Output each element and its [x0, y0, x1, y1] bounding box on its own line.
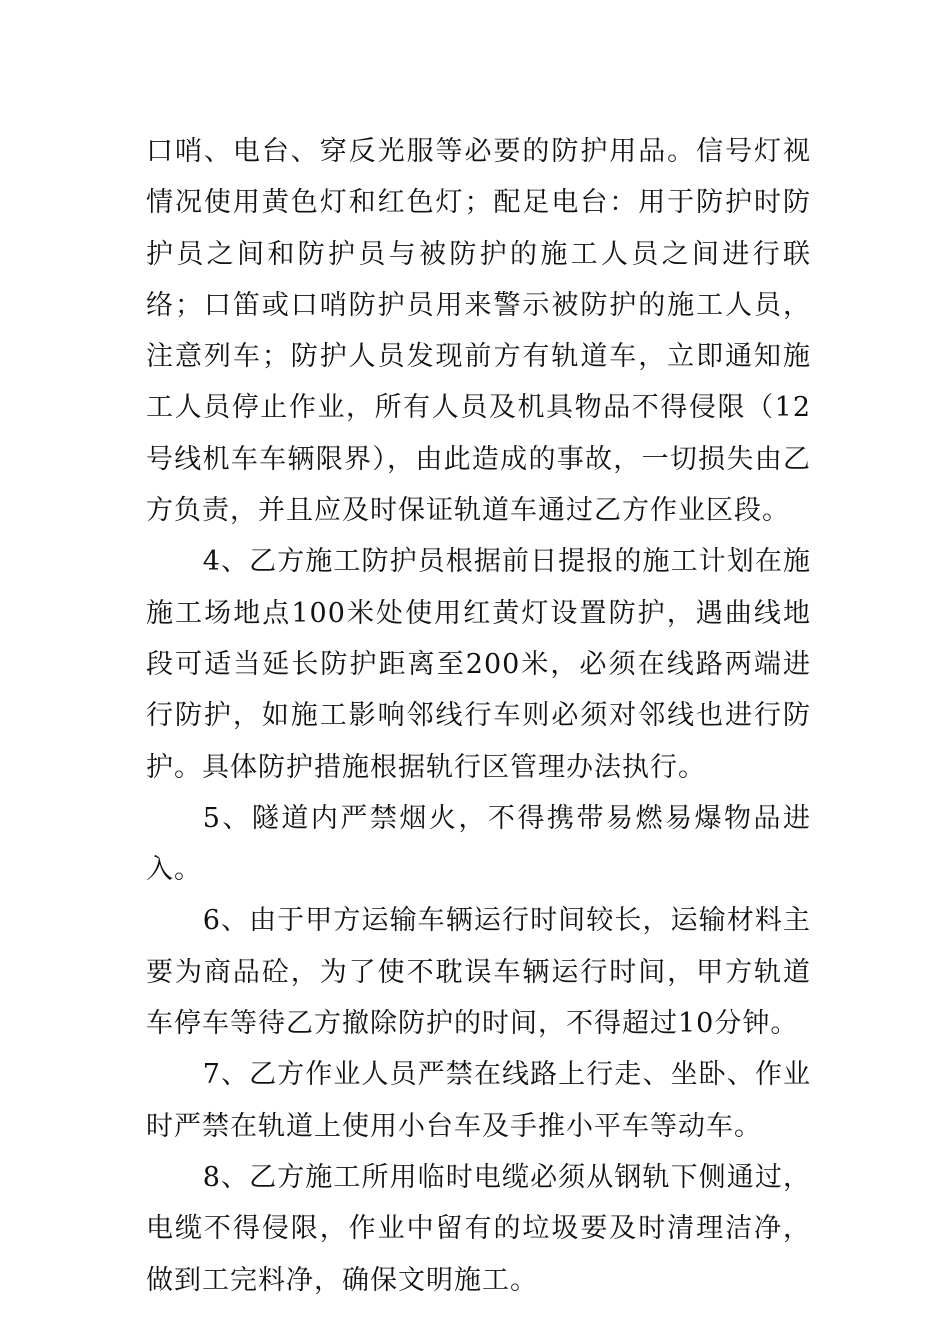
paragraph-item-7: 7、乙方作业人员严禁在线路上行走、坐卧、作业时严禁在轨道上使用小台车及手推小平车等动车。 [146, 1059, 811, 1142]
paragraph-item-8: 8、乙方施工所用临时电缆必须从钢轨下侧通过，电缆不得侵限，作业中留有的垃圾要及时清理洁净，做到工完料净，确保文明施工。 [146, 1161, 811, 1296]
paragraph-item-4: 4、乙方施工防护员根据前日提报的施工计划在施施工场地点100米处使用红黄灯设置防护，遇曲线地段可适当延长防护距离至200米，必须在线路两端进行防护，如施工影响邻线行车则必须对邻线也进行防护。具体防护措施根据轨行区管理办法执行。 [146, 546, 811, 783]
paragraph-item-5: 5、隧道内严禁烟火，不得携带易燃易爆物品进入。 [146, 802, 811, 886]
document-body [146, 126, 811, 1306]
paragraph-item-6: 6、由于甲方运输车辆运行时间较长，运输材料主要为商品砼，为了使不耽误车辆运行时间，甲方轨道车停车等待乙方撤除防护的时间，不得超过10分钟。 [146, 905, 811, 1040]
paragraph-continuation: 口哨、电台、穿反光服等必要的防护用品。信号灯视情况使用黄色灯和红色灯；配足电台：用于防护时防护员之间和防护员与被防护的施工人员之间进行联络；口笛或口哨防护员用来警示被防护的施工人员，注意列车；防护人员发现前方有轨道车，立即通知施工人员停止作业，所有人员及机具物品不得侵限（12号线机车车辆限界），由此造成的事故，一切损失由乙方负责，并且应及时保证轨道车通过乙方作业区段。 [146, 136, 811, 527]
